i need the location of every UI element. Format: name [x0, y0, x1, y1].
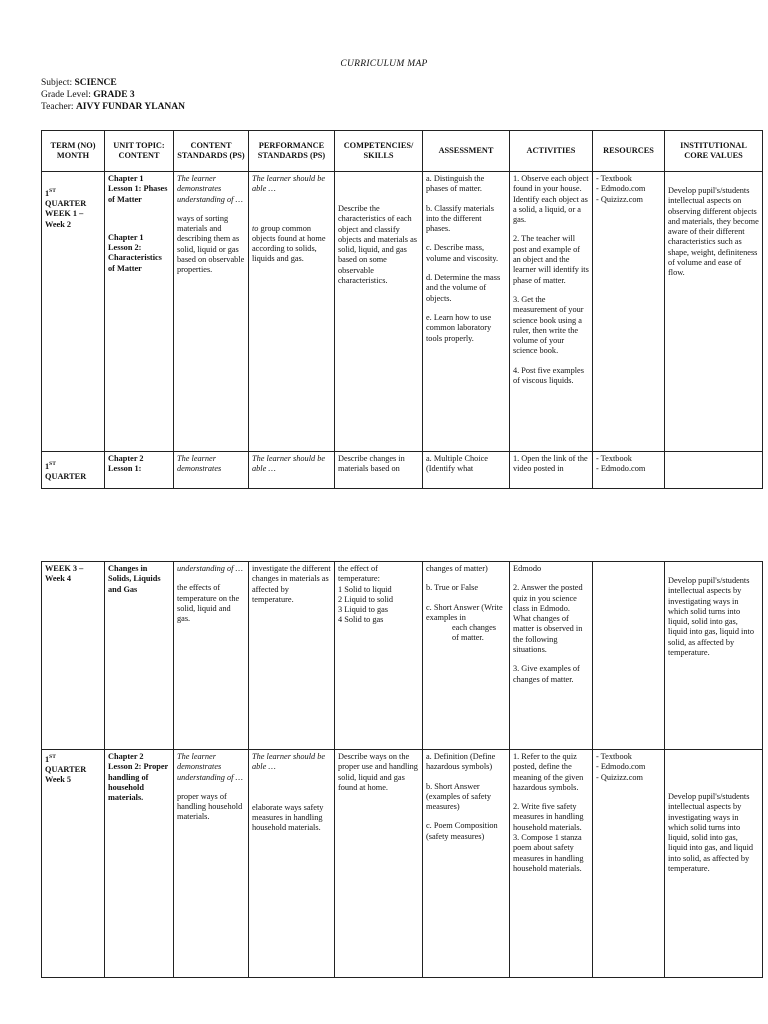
- content-standard-cell: The learner demonstrates understanding of … ways of sorting materials and describing them as solid, liquid or gas based on observable properties.: [174, 172, 249, 452]
- header-unit-topic: UNIT TOPIC: CONTENT: [105, 131, 174, 172]
- header-content-standards: CONTENT STANDARDS (PS): [174, 131, 249, 172]
- performance-standard-cell: investigate the different changes in materials as affected by temperature.: [249, 562, 335, 750]
- assessment-cell: a. Multiple Choice (Identify what: [423, 452, 510, 489]
- resources-cell: - Textbook - Edmodo.com - Quizizz.com: [593, 172, 665, 452]
- core-values-cell: Develop pupil's/students intellectual aspects on observing different objects and materials, they become aware of their different characteristics such as shape, weight, definiteness of volume and ease of flow.: [665, 172, 763, 452]
- header-activities: ACTIVITIES: [510, 131, 593, 172]
- term-cell: 1ST QUARTER WEEK 1 – Week 2: [42, 172, 105, 452]
- resources-cell: - Textbook - Edmodo.com - Quizizz.com: [593, 750, 665, 978]
- table-row: [42, 562, 763, 750]
- teacher-value: AIVY FUNDAR YLANAN: [75, 102, 186, 112]
- header-performance-standards: PERFORMANCE STANDARDS (PS): [249, 131, 335, 172]
- unit-cell: Chapter 2 Lesson 2: Proper handling of household materials.: [105, 750, 174, 978]
- subject-value: SCIENCE: [74, 78, 117, 88]
- competencies-cell: Describe ways on the proper use and handling solid, liquid and gas found at home.: [335, 750, 423, 978]
- header-core-values: INSTITUTIONAL CORE VALUES: [665, 131, 763, 172]
- header-assessment: ASSESSMENT: [423, 131, 510, 172]
- performance-standard-cell: The learner should be able … elaborate ways safety measures in handling household materials.: [249, 750, 335, 978]
- teacher-label: Teacher:: [41, 102, 74, 112]
- performance-standard-cell: The learner should be able … to group common objects found at home according to solids, liquids and gas.: [249, 172, 335, 452]
- core-values-cell: Develop pupil's/students intellectual aspects by investigating ways in which solid turns into liquid, solid into gas, liquid into gas, and liquid into solid, as affected by temperature.: [665, 750, 763, 978]
- curriculum-table-page2: [41, 561, 763, 978]
- assessment-cell: changes of matter) b. True or False c. Short Answer (Write examples in each changes of matter.: [423, 562, 510, 750]
- grade-label: Grade Level:: [41, 90, 91, 100]
- term-cell: 1ST QUARTER Week 5: [42, 750, 105, 978]
- content-standard-cell: The learner demonstrates understanding of … proper ways of handling household materials.: [174, 750, 249, 978]
- resources-cell: - Textbook - Edmodo.com: [593, 452, 665, 489]
- unit-cell: Chapter 2 Lesson 1:: [105, 452, 174, 489]
- activities-cell: 1. Refer to the quiz posted, define the meaning of the given hazardous symbols. 2. Write five safety measures in handling household materials. 3. Compose 1 stanza poem about safety measures in handling household materials.: [510, 750, 593, 978]
- grade-value: GRADE 3: [93, 90, 135, 100]
- content-standard-cell: The learner demonstrates: [174, 452, 249, 489]
- curriculum-table-page1: [41, 130, 763, 489]
- unit-cell: Changes in Solids, Liquids and Gas: [105, 562, 174, 750]
- header-competencies: COMPETENCIES/ SKILLS: [335, 131, 423, 172]
- header-term: TERM (NO) MONTH: [42, 131, 105, 172]
- competencies-cell: Describe changes in materials based on: [335, 452, 423, 489]
- assessment-cell: a. Definition (Define hazardous symbols) b. Short Answer (examples of safety measures) c. Poem Composition (safety measures): [423, 750, 510, 978]
- teacher-line: [41, 101, 185, 114]
- competencies-cell: Describe the characteristics of each object and classify objects and materials as solid, liquid, and gas based on some observable characteristics.: [335, 172, 423, 452]
- competencies-cell: the effect of temperature: 1 Solid to liquid 2 Liquid to solid 3 Liquid to gas 4 Solid to gas: [335, 562, 423, 750]
- document-title: CURRICULUM MAP: [340, 59, 428, 69]
- header-row: [42, 131, 763, 172]
- term-cell: WEEK 3 – Week 4: [42, 562, 105, 750]
- subject-label: Subject:: [41, 78, 73, 88]
- content-standard-cell: understanding of … the effects of temperature on the solid, liquid and gas.: [174, 562, 249, 750]
- resources-cell: [593, 562, 665, 750]
- assessment-cell: a. Distinguish the phases of matter. b. Classify materials into the different phases. c. Describe mass, volume and viscosity. d. Determine the mass and the volume of objects. e. Learn how to use common laboratory tools properly.: [423, 172, 510, 452]
- table-row: [42, 750, 763, 978]
- activities-cell: Edmodo 2. Answer the posted quiz in you science class in Edmodo. What changes of matter is observed in the following situations. 3. Give examples of changes of matter.: [510, 562, 593, 750]
- core-values-cell: [665, 452, 763, 489]
- term-cell: 1ST QUARTER: [42, 452, 105, 489]
- table-row: [42, 172, 763, 452]
- performance-standard-cell: The learner should be able …: [249, 452, 335, 489]
- header-resources: RESOURCES: [593, 131, 665, 172]
- activities-cell: 1. Observe each object found in your house. Identify each object as a solid, a liquid, or a gas. 2. The teacher will post and example of an object and the learner will identify its phase of matter. 3. Get the measurement of your science book using a ruler, then write the volume of your science book. 4. Post five examples of viscous liquids.: [510, 172, 593, 452]
- activities-cell: 1. Open the link of the video posted in: [510, 452, 593, 489]
- core-values-cell: Develop pupil's/students intellectual aspects by investigating ways in which solid turns into liquid, solid into gas, liquid into gas, liquid into solid, as affected by temperature.: [665, 562, 763, 750]
- table-row: [42, 452, 763, 489]
- unit-cell: Chapter 1 Lesson 1: Phases of Matter Chapter 1 Lesson 2: Characteristics of Matter: [105, 172, 174, 452]
